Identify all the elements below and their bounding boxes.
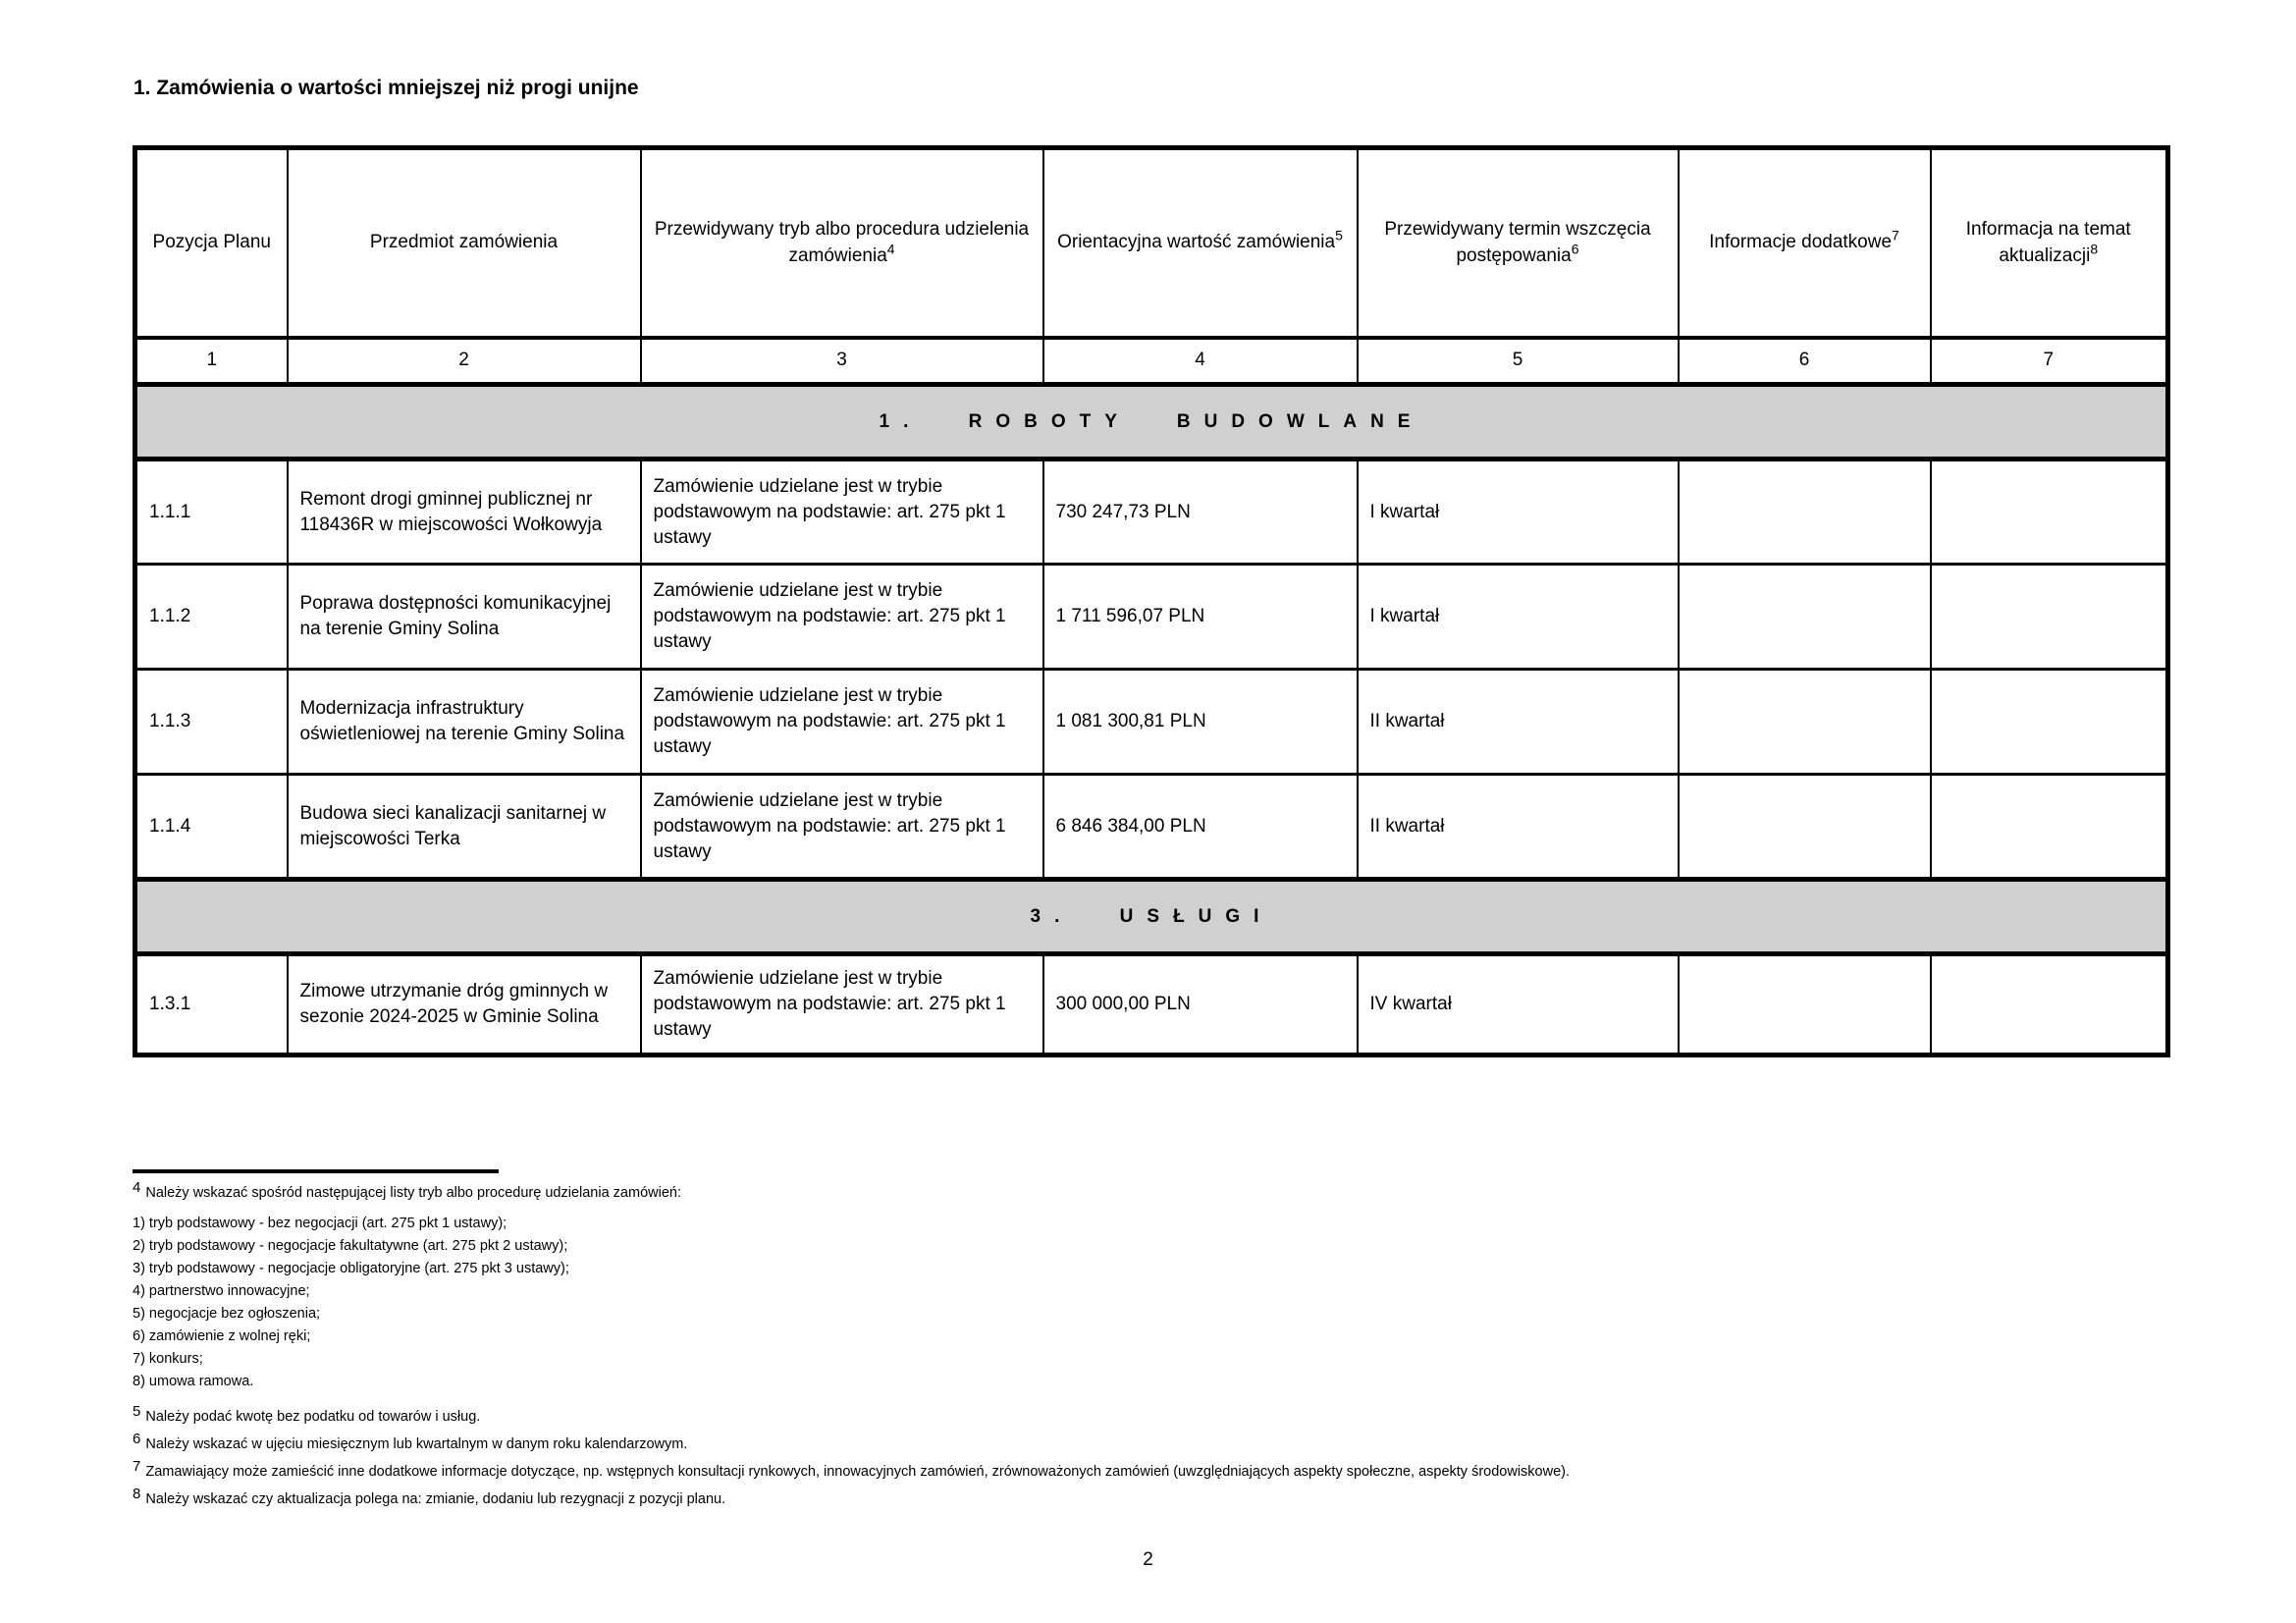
cell-position-id: 1.1.4: [135, 775, 288, 880]
footnote-4-item: 1) tryb podstawowy - bez negocjacji (art. 275 pkt 1 ustawy);: [133, 1216, 507, 1231]
cell-procedure: Zamówienie udzielane jest w trybie podstawowym na podstawie: art. 275 pkt 1 ustawy: [641, 954, 1043, 1055]
column-header-label: Przewidywany tryb albo procedura udzielenia zamówienia: [654, 218, 1030, 267]
page-number: 2: [1143, 1549, 1153, 1570]
cell-subject: Budowa sieci kanalizacji sanitarnej w miejscowości Terka: [288, 775, 641, 880]
cell-term: II kwartał: [1358, 670, 1679, 775]
cell-term: I kwartał: [1358, 460, 1679, 565]
section-header-roboty-budowlane: [135, 385, 2168, 460]
cell-value: 1 711 596,07 PLN: [1043, 565, 1358, 670]
cell-procedure: Zamówienie udzielane jest w trybie podstawowym na podstawie: art. 275 pkt 1 ustawy: [641, 460, 1043, 565]
footnote-text: Należy wskazać spośród następującej listy tryb albo procedurę udzielania zamówień:: [145, 1185, 681, 1201]
footnote-6: [133, 1431, 2214, 1454]
footnote-4-item: 6) zamówienie z wolnej ręki;: [133, 1328, 311, 1344]
procurement-plan-table: [133, 145, 2170, 1057]
footnote-8: [133, 1486, 2214, 1509]
footnote-5: [133, 1403, 2214, 1427]
cell-update-info: [1931, 954, 2168, 1055]
column-header-label: Pozycja Planu: [152, 232, 271, 253]
footnote-number: 7: [133, 1458, 141, 1475]
footnote-number: 6: [133, 1431, 141, 1447]
footnotes: [133, 1179, 2214, 1517]
footnote-4-item: 2) tryb podstawowy - negocjacje fakultatywne (art. 275 pkt 2 ustawy);: [133, 1238, 568, 1254]
cell-additional-info: [1679, 460, 1931, 565]
column-header-przedmiot: [288, 148, 641, 338]
cell-value: 730 247,73 PLN: [1043, 460, 1358, 565]
cell-additional-info: [1679, 565, 1931, 670]
footnote-text: Należy wskazać czy aktualizacja polega na: zmianie, dodaniu lub rezygnacji z pozycji planu.: [145, 1491, 726, 1507]
column-number-row: [135, 338, 2168, 385]
footnote-text: Zamawiający może zamieścić inne dodatkowe informacje dotyczące, np. wstępnych konsultacji rynkowych, innowacyjnych zamówień, zrównoważonych zamówień (uwzględniających aspekty społeczne, aspekty środowiskowe).: [145, 1464, 1571, 1480]
footnote-number: 4: [133, 1179, 141, 1196]
cell-position-id: 1.1.3: [135, 670, 288, 775]
column-number: 4: [1043, 338, 1358, 385]
footnote-separator-rule: [133, 1169, 499, 1173]
section-heading: 3. USŁUGI: [135, 880, 2168, 954]
cell-subject: Poprawa dostępności komunikacyjnej na terenie Gminy Solina: [288, 565, 641, 670]
cell-subject: Remont drogi gminnej publicznej nr 118436R w miejscowości Wołkowyja: [288, 460, 641, 565]
footnote-7: [133, 1458, 2214, 1482]
column-header-informacje-dodatkowe: [1679, 148, 1931, 338]
footnote-ref: 8: [2090, 241, 2099, 257]
column-header-wartosc: [1043, 148, 1358, 338]
cell-subject: Zimowe utrzymanie dróg gminnych w sezonie 2024-2025 w Gminie Solina: [288, 954, 641, 1055]
page-title: 1. Zamówienia o wartości mniejszej niż progi unijne: [133, 77, 639, 99]
footnote-text: Należy podać kwotę bez podatku od towarów i usług.: [145, 1409, 481, 1425]
cell-update-info: [1931, 565, 2168, 670]
column-header-tryb: [641, 148, 1043, 338]
column-header-label: Przedmiot zamówienia: [369, 232, 559, 253]
footnote-4: [133, 1179, 2214, 1203]
column-header-pozycja-planu: [135, 148, 288, 338]
table-row: [135, 460, 2168, 565]
column-header-aktualizacja: [1931, 148, 2168, 338]
column-header-label: Przewidywany termin wszczęcia postępowania: [1384, 218, 1651, 267]
column-header-label: Informacje dodatkowe: [1709, 232, 1893, 253]
column-number: 5: [1358, 338, 1679, 385]
footnote-ref: 7: [1892, 228, 1899, 244]
cell-value: 300 000,00 PLN: [1043, 954, 1358, 1055]
column-header-label: Orientacyjna wartość zamówienia: [1057, 232, 1336, 253]
footnote-number: 8: [133, 1486, 141, 1502]
cell-value: 6 846 384,00 PLN: [1043, 775, 1358, 880]
cell-additional-info: [1679, 775, 1931, 880]
cell-position-id: 1.1.1: [135, 460, 288, 565]
footnote-number: 5: [133, 1403, 141, 1420]
section-header-uslugi: [135, 880, 2168, 954]
column-number: 1: [135, 338, 288, 385]
footnote-4-item: 4) partnerstwo innowacyjne;: [133, 1283, 310, 1299]
footnote-ref: 4: [886, 241, 895, 257]
table-header-row: [135, 148, 2168, 338]
cell-value: 1 081 300,81 PLN: [1043, 670, 1358, 775]
footnote-4-item: 8) umowa ramowa.: [133, 1374, 254, 1389]
cell-additional-info: [1679, 954, 1931, 1055]
table-row: [135, 954, 2168, 1055]
footnote-4-item: 7) konkurs;: [133, 1351, 203, 1367]
cell-procedure: Zamówienie udzielane jest w trybie podstawowym na podstawie: art. 275 pkt 1 ustawy: [641, 775, 1043, 880]
cell-procedure: Zamówienie udzielane jest w trybie podstawowym na podstawie: art. 275 pkt 1 ustawy: [641, 565, 1043, 670]
cell-additional-info: [1679, 670, 1931, 775]
column-number: 7: [1931, 338, 2168, 385]
column-number: 2: [288, 338, 641, 385]
table-row: [135, 670, 2168, 775]
section-heading: 1. ROBOTY BUDOWLANE: [135, 385, 2168, 460]
cell-position-id: 1.1.2: [135, 565, 288, 670]
cell-update-info: [1931, 670, 2168, 775]
cell-term: IV kwartał: [1358, 954, 1679, 1055]
cell-procedure: Zamówienie udzielane jest w trybie podstawowym na podstawie: art. 275 pkt 1 ustawy: [641, 670, 1043, 775]
cell-update-info: [1931, 775, 2168, 880]
table-row: [135, 775, 2168, 880]
cell-term: II kwartał: [1358, 775, 1679, 880]
footnote-ref: 6: [1571, 241, 1579, 257]
cell-position-id: 1.3.1: [135, 954, 288, 1055]
footnote-4-item: 3) tryb podstawowy - negocjacje obligatoryjne (art. 275 pkt 3 ustawy);: [133, 1261, 569, 1276]
footnote-text: Należy wskazać w ujęciu miesięcznym lub kwartalnym w danym roku kalendarzowym.: [145, 1436, 688, 1452]
footnote-4-item: 5) negocjacje bez ogłoszenia;: [133, 1306, 321, 1322]
cell-term: I kwartał: [1358, 565, 1679, 670]
column-header-label: Informacja na temat aktualizacji: [1965, 218, 2131, 267]
cell-update-info: [1931, 460, 2168, 565]
footnote-ref: 5: [1335, 228, 1343, 244]
column-header-termin: [1358, 148, 1679, 338]
column-number: 3: [641, 338, 1043, 385]
column-number: 6: [1679, 338, 1931, 385]
footnote-4-list: [133, 1213, 2214, 1393]
table-row: [135, 565, 2168, 670]
cell-subject: Modernizacja infrastruktury oświetleniowej na terenie Gminy Solina: [288, 670, 641, 775]
